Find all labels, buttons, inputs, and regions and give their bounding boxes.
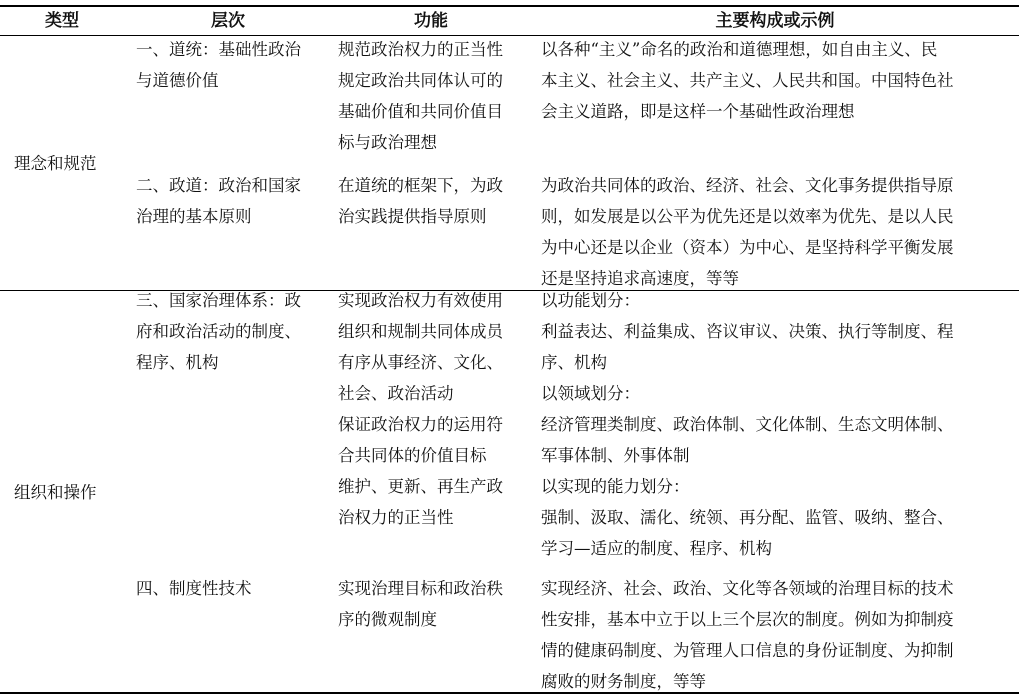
group-type-label: 组织和操作 <box>14 483 97 502</box>
table-top-rule <box>0 5 1019 7</box>
row-level-cell: 三、国家治理体系：政 府和政治活动的制度、 程序、机构 <box>136 291 301 372</box>
row-level-cell: 一、道统：基础性政治 与道德价值 <box>136 40 301 90</box>
header-type: 类型 <box>45 11 79 31</box>
row-function-cell: 规范政治权力的正当性 规定政治共同体认可的 基础价值和共同价值目 标与政治理想 <box>338 40 503 152</box>
row-examples-cell: 以各种“主义”命名的政治和道德理想，如自由主义、民 本主义、社会主义、共产主义、人民共和国。中国特色社 会主义道路，即是这样一个基础性政治理想 <box>541 40 954 121</box>
header-level: 层次 <box>211 11 245 31</box>
row-examples-cell: 实现经济、社会、政治、文化等各领域的治理目标的技术 性安排，基本中立于以上三个层次的制度。例如为抑制疫 情的健康码制度、为管理人口信息的身份证制度、为抑制 腐败的财务制度，等等 <box>541 579 954 691</box>
header-function: 功能 <box>414 11 448 31</box>
row-examples-cell: 以功能划分： 利益表达、利益集成、咨议审议、决策、执行等制度、程 序、机构 以领域划分： 经济管理类制度、政治体制、文化体制、生态文明体制、 军事体制、外事体制 以实现的能力划分： 强制、汲取、濡化、统领、再分配、监管、吸纳、整合、 学习—适应的制度、程序、机构 <box>541 291 954 558</box>
row-level-cell: 二、政道：政治和国家 治理的基本原则 <box>136 176 301 226</box>
row-function-cell: 实现政治权力有效使用 组织和规制共同体成员 有序从事经济、文化、 社会、政治活动 保证政治权力的运用符 合共同体的价值目标 维护、更新、再生产政 治权力的正当性 <box>338 291 503 527</box>
row-examples-cell: 为政治共同体的政治、经济、社会、文化事务提供指导原 则，如发展是以公平为优先还是以效率为优先、是以人民 为中心还是以企业（资本）为中心、是坚持科学平衡发展 还是坚持追求高速度，等等 <box>541 176 954 288</box>
row-function-cell: 实现治理目标和政治秩 序的微观制度 <box>338 579 503 629</box>
group-type-label: 理念和规范 <box>14 154 97 173</box>
row-function-cell: 在道统的框架下，为政 治实践提供指导原则 <box>338 176 503 226</box>
header-examples: 主要构成或示例 <box>715 11 835 31</box>
row-level-cell: 四、制度性技术 <box>136 579 252 598</box>
